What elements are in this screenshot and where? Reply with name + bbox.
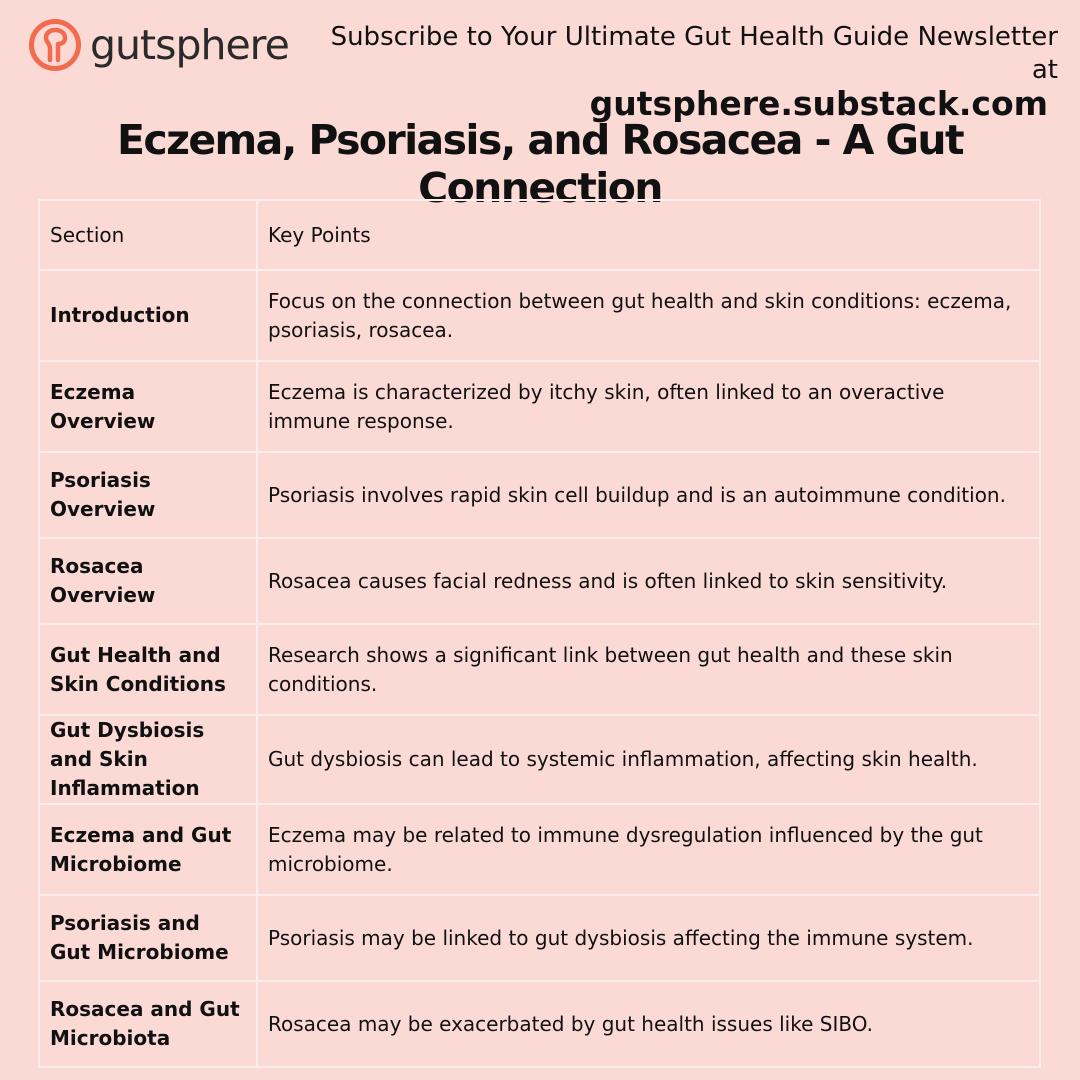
row-section: Psoriasis Overview — [39, 452, 257, 538]
row-section: Gut Dysbiosis and Skin Inflammation — [39, 715, 257, 804]
row-key-points: Eczema is characterized by itchy skin, often linked to an overactive immune response. — [257, 361, 1040, 452]
row-key-points: Rosacea may be exacerbated by gut health issues like SIBO. — [257, 981, 1040, 1067]
row-section: Eczema Overview — [39, 361, 257, 452]
row-section: Psoriasis and Gut Microbiome — [39, 895, 257, 981]
key-points-table — [38, 199, 1041, 1068]
row-section: Introduction — [39, 270, 257, 361]
column-header-key-points: Key Points — [257, 200, 1040, 270]
brand-logo[interactable] — [28, 18, 289, 72]
table-row — [39, 270, 1040, 361]
column-header-section: Section — [39, 200, 257, 270]
subscribe-callout — [298, 21, 1058, 123]
table-row — [39, 895, 1040, 981]
table-row — [39, 538, 1040, 624]
row-key-points: Eczema may be related to immune dysregulation influenced by the gut microbiome. — [257, 804, 1040, 895]
row-key-points: Psoriasis involves rapid skin cell buildup and is an autoimmune condition. — [257, 452, 1040, 538]
row-key-points: Gut dysbiosis can lead to systemic inflammation, affecting skin health. — [257, 715, 1040, 804]
row-section: Rosacea and Gut Microbiota — [39, 981, 257, 1067]
table-row — [39, 361, 1040, 452]
header — [0, 0, 1080, 123]
brand-name: gutsphere — [90, 20, 289, 69]
row-key-points: Focus on the connection between gut health and skin conditions: eczema, psoriasis, rosacea. — [257, 270, 1040, 361]
table-row — [39, 452, 1040, 538]
table-row — [39, 804, 1040, 895]
table-row — [39, 981, 1040, 1067]
row-section: Rosacea Overview — [39, 538, 257, 624]
newsletter-link[interactable]: gutsphere.substack.com — [589, 84, 1048, 123]
row-key-points: Psoriasis may be linked to gut dysbiosis affecting the immune system. — [257, 895, 1040, 981]
subscribe-text: Subscribe to Your Ultimate Gut Health Guide Newsletter at — [330, 22, 1058, 85]
row-section: Eczema and Gut Microbiome — [39, 804, 257, 895]
table-header-row — [39, 200, 1040, 270]
row-section: Gut Health and Skin Conditions — [39, 624, 257, 715]
gutsphere-logo-icon — [28, 18, 82, 72]
table-row — [39, 624, 1040, 715]
row-key-points: Research shows a significant link between gut health and these skin conditions. — [257, 624, 1040, 715]
page-title: Eczema, Psoriasis, and Rosacea - A Gut Connection — [116, 116, 964, 212]
row-key-points: Rosacea causes facial redness and is often linked to skin sensitivity. — [257, 538, 1040, 624]
table-row — [39, 715, 1040, 804]
